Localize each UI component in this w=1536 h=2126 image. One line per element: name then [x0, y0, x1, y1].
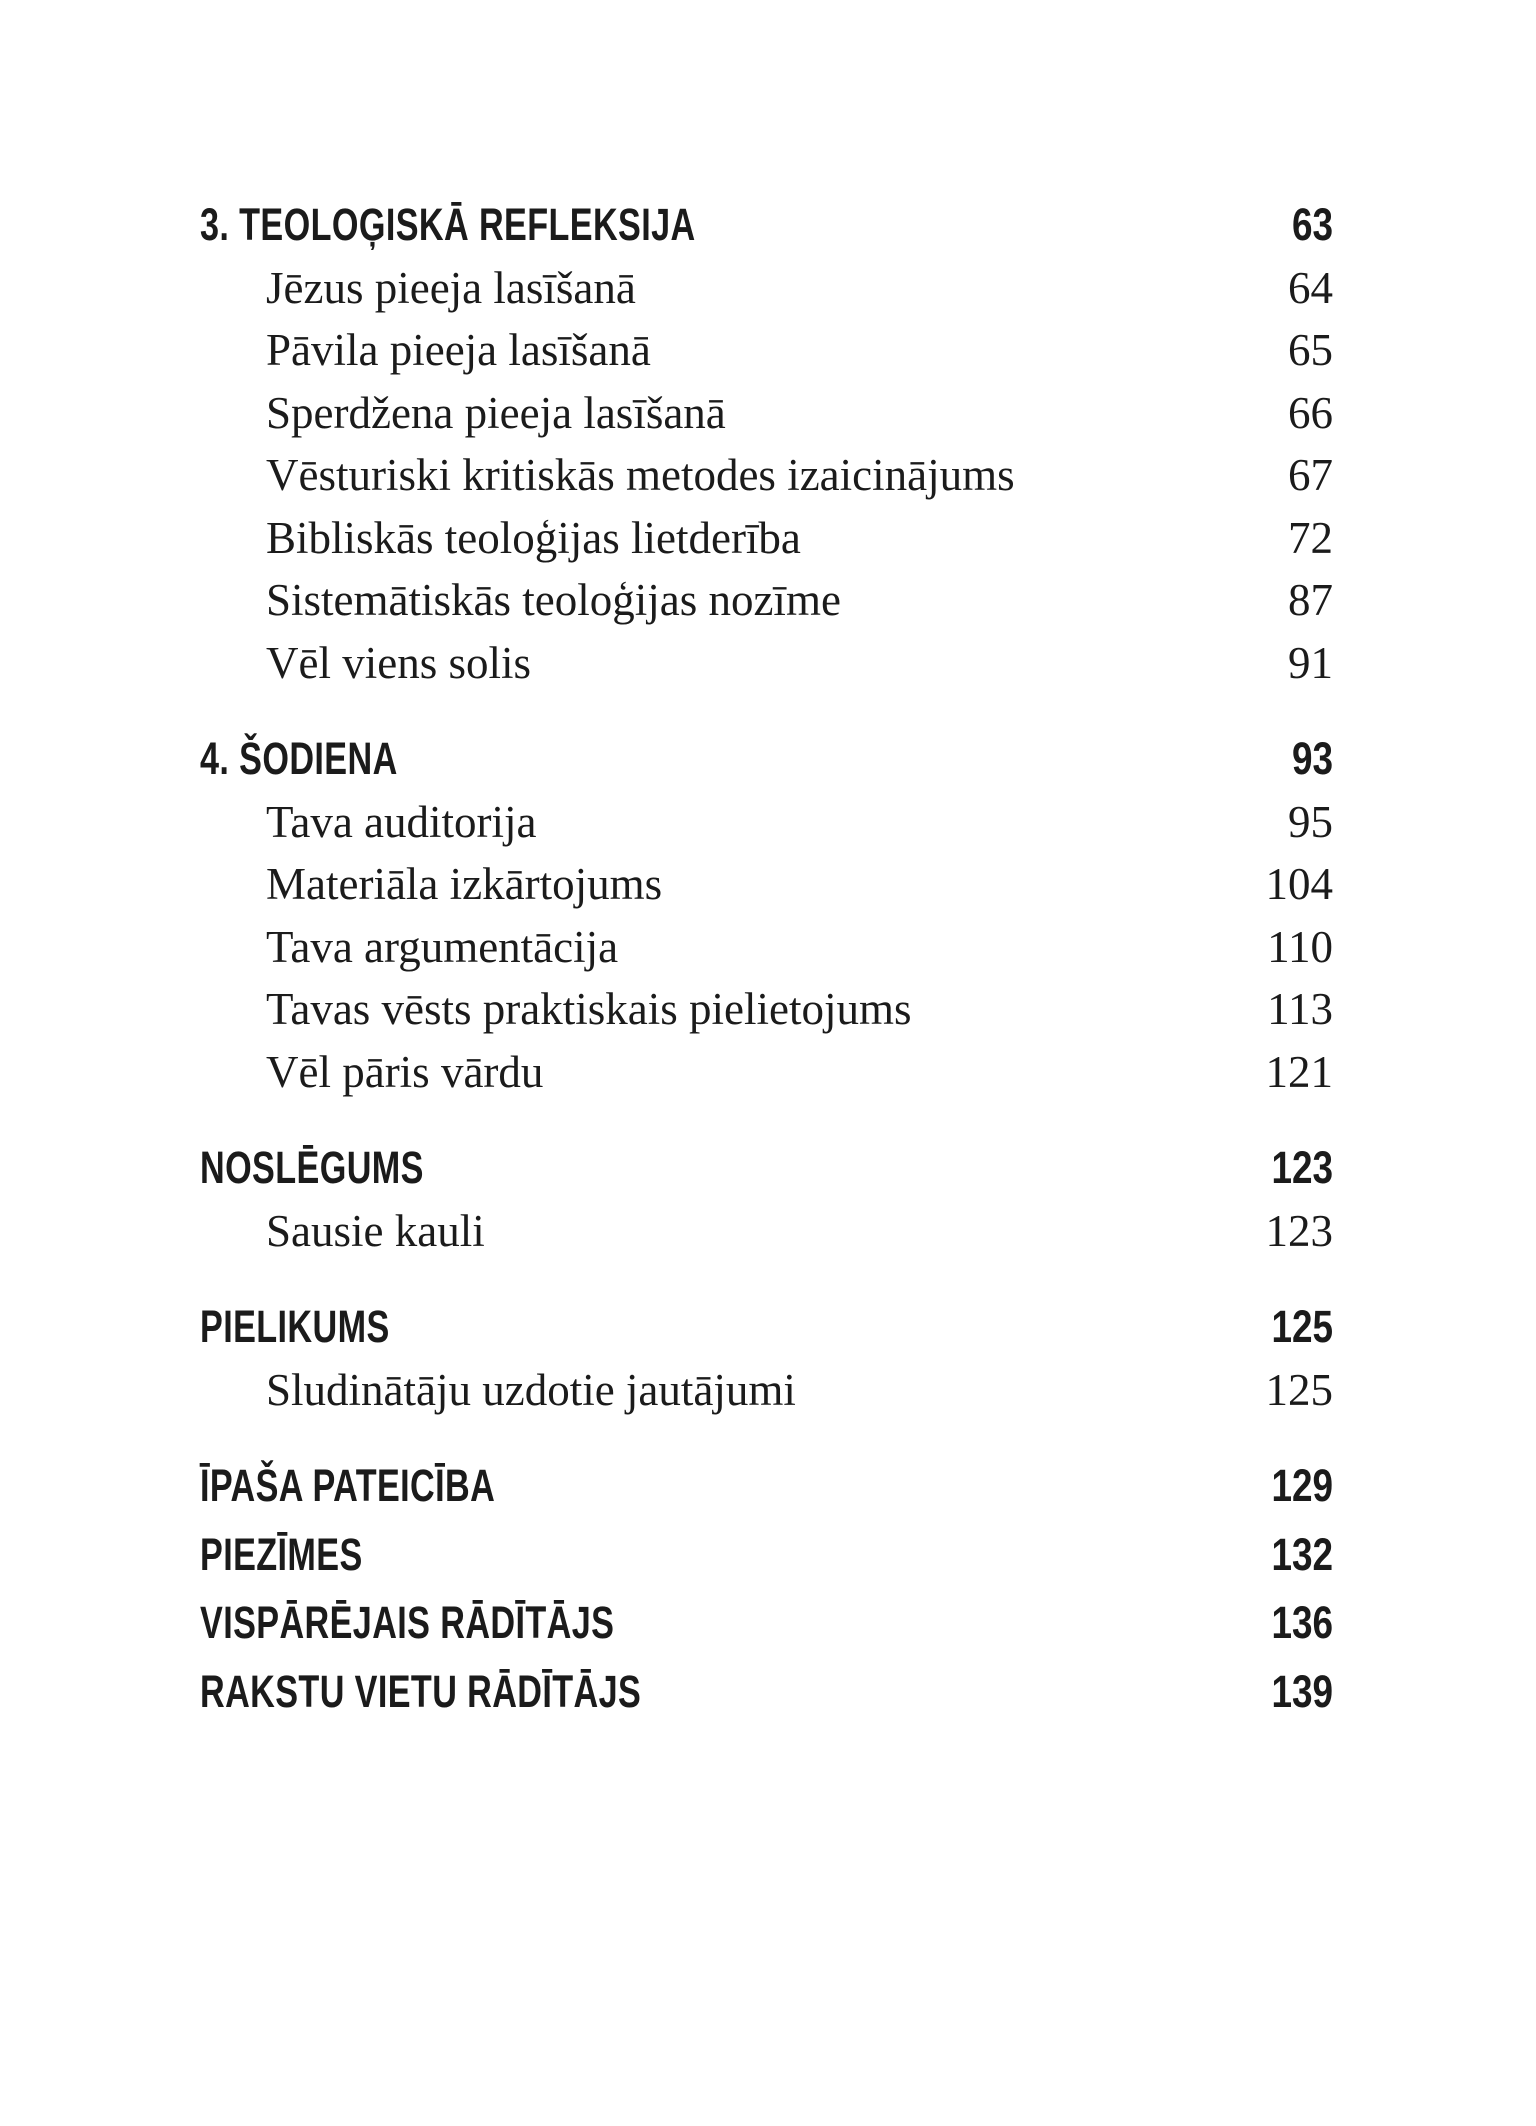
- toc-entry-page: 72: [1288, 512, 1333, 563]
- toc-entry: [200, 728, 1333, 791]
- toc-entry: [200, 1041, 1333, 1104]
- toc-entry: [200, 507, 1333, 570]
- toc-entry: [200, 569, 1333, 632]
- toc-entry-page: 63: [1291, 199, 1333, 251]
- toc-entry-label: Bibliskās teoloģijas lietderība: [266, 512, 801, 563]
- toc-entry: [200, 1137, 1333, 1200]
- toc-entry-label: ĪPAŠA PATEICĪBA: [200, 1460, 496, 1512]
- toc-entry: [200, 1296, 1333, 1359]
- toc-entry-page: 139: [1271, 1665, 1333, 1717]
- toc-entry: [200, 1359, 1333, 1422]
- toc-entry-page: 125: [1265, 1364, 1333, 1415]
- toc-entry-label: Sperdžena pieeja lasīšanā: [266, 387, 726, 438]
- toc-entry-page: 104: [1265, 859, 1333, 910]
- toc-entry-label: Jēzus pieeja lasīšanā: [266, 262, 636, 313]
- toc-entry: [200, 319, 1333, 382]
- toc-entry: [200, 382, 1333, 445]
- toc-entry: [200, 1200, 1333, 1263]
- toc-entry: [200, 632, 1333, 695]
- toc-entry-page: 87: [1288, 575, 1333, 626]
- toc-entry: [200, 1661, 1333, 1724]
- toc-entry-page: 65: [1288, 325, 1333, 376]
- toc-entry-label: Sausie kauli: [266, 1205, 485, 1256]
- toc-entry-label: 4. ŠODIENA: [200, 733, 398, 785]
- toc-entry-page: 132: [1271, 1528, 1333, 1580]
- toc-entry: [200, 978, 1333, 1041]
- toc-entry-page: 66: [1288, 387, 1333, 438]
- toc-entry-page: 129: [1271, 1460, 1333, 1512]
- toc-entry-label: Tava auditorija: [266, 796, 537, 847]
- toc-entry: [200, 853, 1333, 916]
- toc-entry: [200, 1455, 1333, 1518]
- table-of-contents: [200, 194, 1333, 1723]
- toc-entry-label: Vēsturiski kritiskās metodes izaicinājums: [266, 450, 1015, 501]
- toc-entry: [200, 791, 1333, 854]
- toc-entry-page: 123: [1271, 1142, 1333, 1194]
- toc-entry-label: Materiāla izkārtojums: [266, 859, 663, 910]
- toc-entry-label: 3. TEOLOĢISKĀ REFLEKSIJA: [200, 199, 696, 251]
- toc-entry-page: 113: [1267, 984, 1333, 1035]
- toc-entry-label: PIEZĪMES: [200, 1528, 363, 1580]
- toc-entry-label: RAKSTU VIETU RĀDĪTĀJS: [200, 1665, 642, 1717]
- toc-entry-page: 93: [1291, 733, 1333, 785]
- toc-entry: [200, 1592, 1333, 1655]
- toc-entry-label: Sistemātiskās teoloģijas nozīme: [266, 575, 841, 626]
- toc-entry-label: VISPĀRĒJAIS RĀDĪTĀJS: [200, 1597, 615, 1649]
- toc-entry: [200, 444, 1333, 507]
- toc-entry-label: Vēl pāris vārdu: [266, 1046, 544, 1097]
- toc-entry-label: NOSLĒGUMS: [200, 1142, 424, 1194]
- toc-entry-label: Tavas vēsts praktiskais pielietojums: [266, 984, 912, 1035]
- toc-entry-label: Vēl viens solis: [266, 637, 531, 688]
- toc-entry-page: 125: [1271, 1301, 1333, 1353]
- toc-entry-page: 121: [1265, 1046, 1333, 1097]
- toc-entry-page: 110: [1267, 921, 1333, 972]
- toc-entry: [200, 1524, 1333, 1587]
- toc-entry-page: 136: [1271, 1597, 1333, 1649]
- toc-entry-page: 64: [1288, 262, 1333, 313]
- toc-entry-label: PIELIKUMS: [200, 1301, 390, 1353]
- toc-entry: [200, 194, 1333, 257]
- toc-entry-page: 95: [1288, 796, 1333, 847]
- toc-entry-label: Tava argumentācija: [266, 921, 619, 972]
- toc-entry-page: 67: [1288, 450, 1333, 501]
- toc-entry-label: Pāvila pieeja lasīšanā: [266, 325, 651, 376]
- toc-entry-page: 123: [1265, 1205, 1333, 1256]
- toc-entry-label: Sludinātāju uzdotie jautājumi: [266, 1364, 796, 1415]
- toc-entry: [200, 257, 1333, 320]
- toc-entry: [200, 916, 1333, 979]
- toc-entry-page: 91: [1288, 637, 1333, 688]
